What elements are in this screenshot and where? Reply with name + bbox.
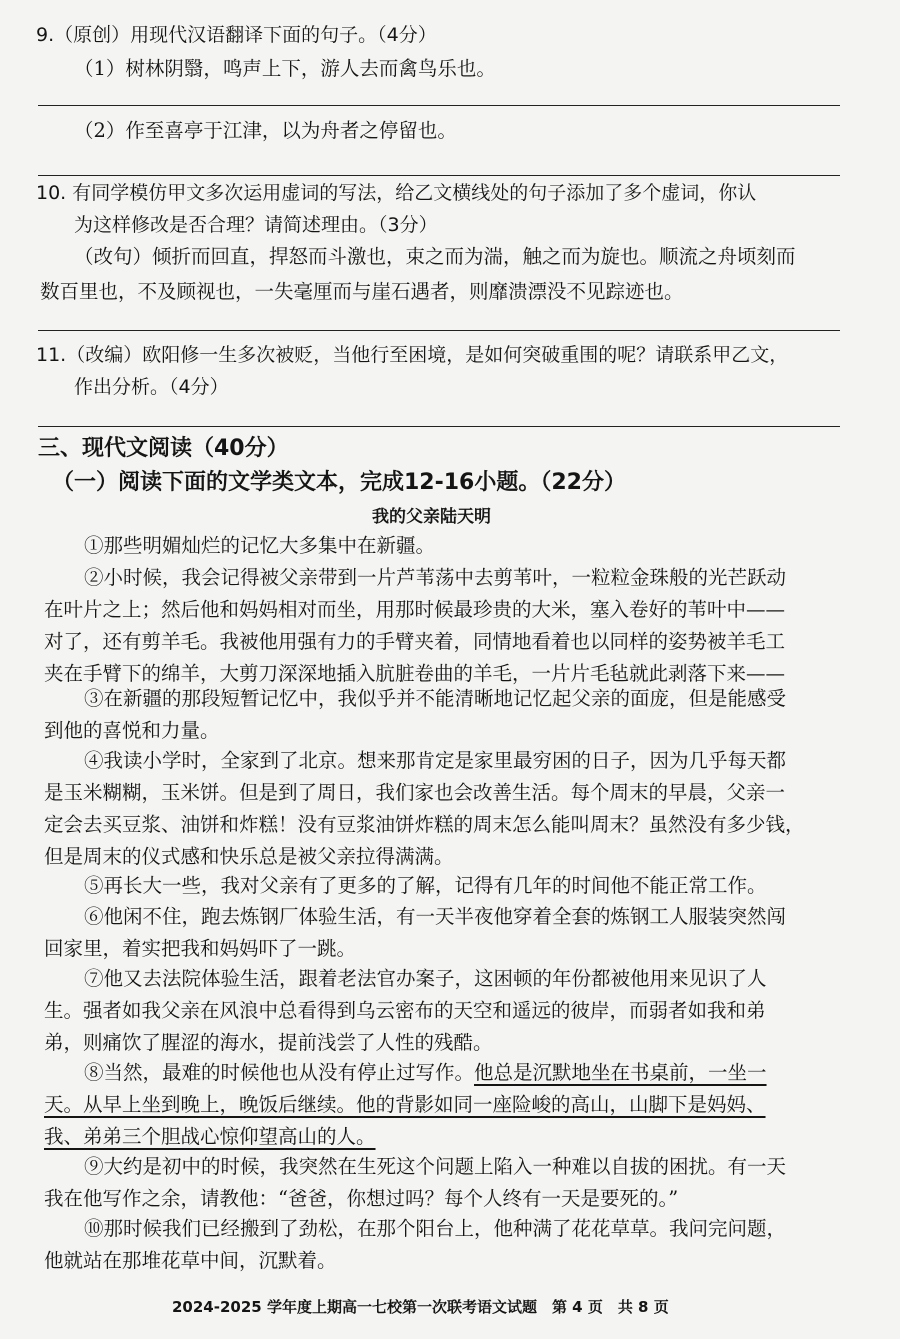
para-4-line-3: 定会去买豆浆、油饼和炸糕！没有豆浆油饼炸糕的周末怎么能叫周末？虽然没有多少钱，: [44, 813, 805, 836]
q11-prompt-line-2: 作出分析。（4分）: [74, 376, 229, 398]
para-6-line-1: ⑥他闲不住，跑去炼钢厂体验生活，有一天半夜他穿着全套的炼钢工人服装突然闯: [84, 905, 787, 928]
page-footer: 2024-2025 学年度上期高一七校第一次联考语文试题 第 4 页 共 8 页: [172, 1298, 669, 1316]
para-8-underlined-line-2: 天。从早上坐到晚上，晚饭后继续。他的背影如同一座险峻的高山，山脚下是妈妈、: [44, 1093, 766, 1116]
para-7-line-3: 弟，则痛饮了腥涩的海水，提前浅尝了人性的残酷。: [44, 1031, 493, 1054]
para-8-line-1: [84, 1060, 767, 1086]
para-4-line-2: 是玉米糊糊，玉米饼。但是到了周日，我们家也会改善生活。每个周末的早晨，父亲一: [44, 781, 786, 804]
para-1: ①那些明媚灿烂的记忆大多集中在新疆。: [84, 534, 436, 557]
answer-line-q9-2: [38, 175, 840, 176]
article-title: 我的父亲陆天明: [372, 507, 491, 527]
para-4-line-1: ④我读小学时，全家到了北京。想来那肯定是家里最穷困的日子，因为几乎每天都: [84, 749, 787, 772]
q9-sentence-1: （1）树林阴翳，鸣声上下，游人去而禽鸟乐也。: [74, 57, 496, 80]
para-10-line-1: ⑩那时候我们已经搬到了劲松，在那个阳台上，他种满了花花草草。我问完问题，: [84, 1217, 787, 1240]
para-3-line-1: ③在新疆的那段短暂记忆中，我似乎并不能清晰地记忆起父亲的面庞，但是能感受: [84, 687, 787, 710]
para-8-underlined-start: 他总是沉默地坐在书桌前，一坐一: [474, 1061, 767, 1084]
q10-text-line-1: （改句）倾折而回直，捍怒而斗激也，束之而为湍，触之而为旋也。顺流之舟顷刻而: [74, 245, 796, 268]
para-8-plain-text: ⑧当然，最难的时候他也从没有停止过写作。: [84, 1061, 475, 1084]
q9-prompt: 9.（原创）用现代汉语翻译下面的句子。（4分）: [36, 24, 437, 46]
para-9-line-1: ⑨大约是初中的时候，我突然在生死这个问题上陷入一种难以自拔的困扰。有一天: [84, 1155, 787, 1178]
answer-line-q11: [38, 426, 840, 427]
para-4-line-4: 但是周末的仪式感和快乐总是被父亲拉得满满。: [44, 845, 454, 868]
q11-prompt-line-1: 11.（改编）欧阳修一生多次被贬，当他行至困境，是如何突破重围的呢？请联系甲乙文，: [36, 344, 789, 366]
para-2-line-4: 夹在手臂下的绵羊，大剪刀深深地插入肮脏卷曲的羊毛，一片片毛毡就此剥落下来——: [44, 662, 786, 685]
section-subheading: （一）阅读下面的文学类文本，完成12-16小题。（22分）: [52, 470, 626, 495]
para-2-line-1: ②小时候，我会记得被父亲带到一片芦苇荡中去剪苇叶，一粒粒金珠般的光芒跃动: [84, 566, 787, 589]
para-2-line-3: 对了，还有剪羊毛。我被他用强有力的手臂夹着，同情地看着也以同样的姿势被羊毛工: [44, 630, 786, 653]
answer-line-q9-1: [38, 105, 840, 106]
para-10-line-2: 他就站在那堆花草中间，沉默着。: [44, 1249, 337, 1272]
answer-line-q10: [38, 330, 840, 331]
section-heading: 三、现代文阅读（40分）: [38, 436, 289, 461]
para-2-line-2: 在叶片之上；然后他和妈妈相对而坐，用那时候最珍贵的大米，塞入卷好的苇叶中——: [44, 598, 786, 621]
q9-sentence-2: （2）作至喜亭于江津，以为舟者之停留也。: [74, 119, 457, 142]
para-6-line-2: 回家里，着实把我和妈妈吓了一跳。: [44, 937, 357, 960]
q10-prompt-line-2: 为这样修改是否合理？请简述理由。（3分）: [74, 214, 438, 236]
para-5: ⑤再长大一些，我对父亲有了更多的了解，记得有几年的时间他不能正常工作。: [84, 874, 767, 897]
para-8-underlined-line-3: 我、弟弟三个胆战心惊仰望高山的人。: [44, 1125, 376, 1148]
q10-prompt-line-1: 10. 有同学模仿甲文多次运用虚词的写法，给乙文横线处的句子添加了多个虚词，你认: [36, 182, 757, 204]
para-9-line-2: 我在他写作之余，请教他：“爸爸，你想过吗？每个人终有一天是要死的。”: [44, 1187, 679, 1210]
para-3-line-2: 到他的喜悦和力量。: [44, 719, 220, 742]
q10-text-line-2: 数百里也，不及顾视也，一失毫厘而与崖石遇者，则靡溃漂没不见踪迹也。: [40, 280, 684, 303]
para-7-line-1: ⑦他又去法院体验生活，跟着老法官办案子，这困顿的年份都被他用来见识了人: [84, 967, 767, 990]
para-7-line-2: 生。强者如我父亲在风浪中总看得到乌云密布的天空和遥远的彼岸，而弱者如我和弟: [44, 999, 766, 1022]
